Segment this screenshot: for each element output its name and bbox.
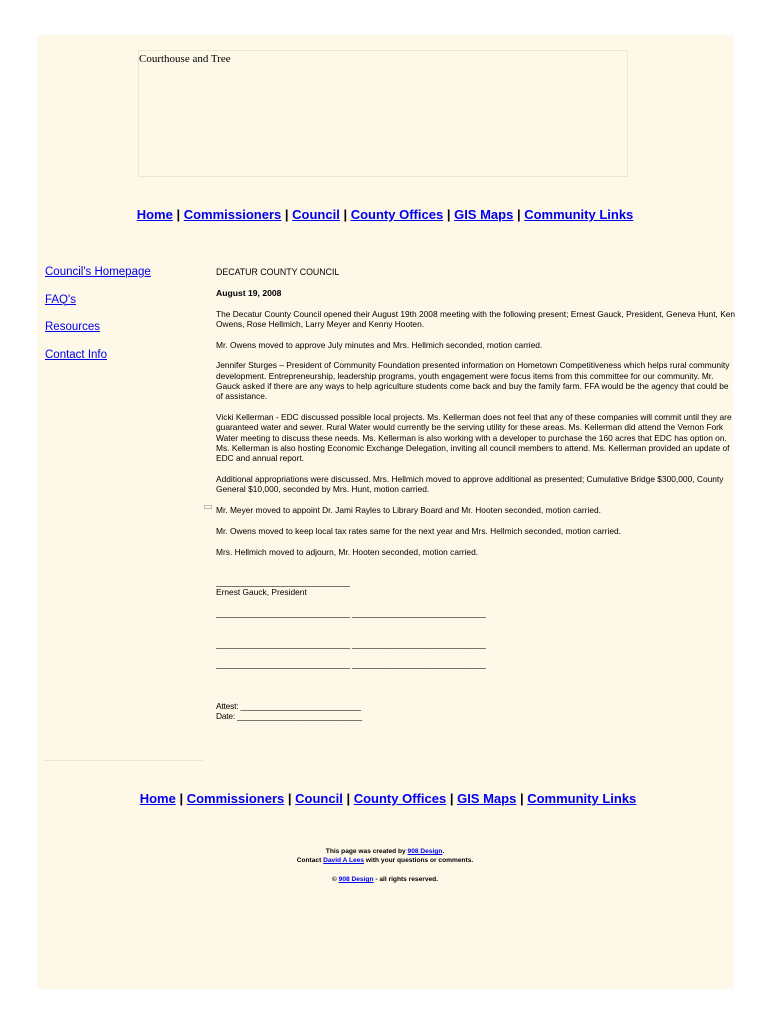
minutes-paragraph: Additional appropriations were discussed. Mrs. Hellmich moved to approve additional as presented; Cumulative Bridge $300,000, County General $10,000, seconded by Mrs. Hunt, motion carried. bbox=[216, 474, 724, 495]
nav-council-link[interactable]: Council bbox=[292, 207, 340, 222]
nav-gis-maps-link[interactable]: GIS Maps bbox=[457, 791, 517, 806]
footer-contact-text: Contact bbox=[296, 857, 322, 865]
sidebar-resources-link[interactable]: Resources bbox=[45, 321, 100, 333]
minutes-paragraph: Mr. Owens moved to approve July minutes and Mrs. Hellmich seconded, motion carried. bbox=[216, 339, 543, 350]
banner-image-placeholder bbox=[138, 50, 628, 177]
footer-908-design-link[interactable]: 908 Design bbox=[407, 848, 443, 855]
sidebar bbox=[45, 266, 205, 376]
content-heading: DECATUR COUNTY COUNCIL bbox=[216, 267, 340, 277]
nav-community-links-link[interactable]: Community Links bbox=[527, 791, 637, 806]
date-label: Date: bbox=[216, 710, 236, 721]
page-background bbox=[37, 35, 736, 989]
minutes-paragraph: Mrs. Hellmich moved to adjourn, Mr. Hooten seconded, motion carried. bbox=[216, 546, 479, 557]
nav-home-link[interactable]: Home bbox=[139, 791, 176, 806]
nav-county-offices-link[interactable]: County Offices bbox=[350, 207, 444, 222]
banner-alt-text: Courthouse and Tree bbox=[139, 53, 231, 65]
member-signature-lines: ______________________________ ______________________________ bbox=[216, 639, 486, 650]
nav-home-link[interactable]: Home bbox=[136, 207, 173, 222]
nav-separator: | bbox=[446, 207, 451, 222]
meeting-date: August 19, 2008 bbox=[216, 287, 282, 298]
minutes-paragraph: Mr. Owens moved to keep local tax rates same for the next year and Mrs. Hellmich seconded, motion carried. bbox=[216, 526, 621, 537]
nav-separator: | bbox=[516, 207, 521, 222]
nav-separator: | bbox=[449, 791, 454, 806]
sidebar-contact-info-link[interactable]: Contact Info bbox=[45, 348, 108, 361]
minutes-paragraph: Vicki Kellerman - EDC discussed possible local projects. Ms. Kellerman does not feel that any of these companies will commit until they are guaranteed water and sewer. Rural Water would currently be the serving utility for these areas. Ms. Kellerman did attend the Vernon Fork Water meeting to discuss these needs. Ms. Kellerman is also working with a developer to purchase the 160 acres that EDC has option on. Ms. Kellerman is also hosting Economic Exchange Delegation, inviting all council members to attend. Ms. Kellerman provided an update of EDC and annual report. bbox=[216, 412, 732, 464]
sidebar-councils-homepage-link[interactable]: Council's Homepage bbox=[45, 266, 151, 278]
nav-separator: | bbox=[176, 207, 181, 222]
broken-image-icon bbox=[204, 505, 212, 509]
nav-community-links-link[interactable]: Community Links bbox=[524, 207, 634, 222]
nav-separator: | bbox=[346, 791, 351, 806]
footer-created-text: This page was created by bbox=[325, 848, 406, 855]
minutes-content bbox=[216, 267, 736, 721]
minutes-paragraph: Mr. Meyer moved to appoint Dr. Jami Rayles to Library Board and Mr. Hooten seconded, motion carried. bbox=[216, 505, 601, 516]
footer-created-by bbox=[37, 847, 733, 856]
nav-separator: | bbox=[287, 791, 292, 806]
nav-separator: | bbox=[343, 207, 348, 222]
date-line: ____________________________ bbox=[237, 710, 362, 721]
footer-contact-link[interactable]: David A Lees bbox=[323, 857, 365, 865]
nav-separator: | bbox=[179, 791, 184, 806]
nav-county-offices-link[interactable]: County Offices bbox=[353, 791, 447, 806]
attest-label: Attest: bbox=[216, 700, 239, 711]
copyright-icon: © bbox=[331, 876, 337, 884]
footer-copyright-link[interactable]: 908 Design bbox=[338, 876, 374, 884]
member-signature-lines: ______________________________ ______________________________ bbox=[216, 607, 486, 618]
minutes-paragraph: Jennifer Sturges – President of Community Foundation presented information on Hometown Competitiveness which helps rural community development. Entrepreneurship, leadership programs, youth engagement were focus items from this committee for our community. Mr. Gauck asked if there are any ways to help agriculture students come back and buy the family farm. FFA would be the agency that could be of assistance. bbox=[216, 360, 730, 402]
minutes-paragraph: The Decatur County Council opened their August 19th 2008 meeting with the following present; Ernest Gauck, President, Geneva Hunt, Ken Owens, Rose Hellmich, Larry Meyer and Kenny Hooten. bbox=[216, 308, 736, 329]
bottom-navigation bbox=[40, 791, 736, 806]
footer-copyright bbox=[37, 875, 733, 884]
nav-separator: | bbox=[519, 791, 524, 806]
top-navigation bbox=[37, 207, 733, 222]
nav-council-link[interactable]: Council bbox=[295, 791, 343, 806]
footer-contact-suffix: with your questions or comments. bbox=[365, 857, 474, 865]
footer bbox=[37, 847, 733, 885]
footer-created-suffix: . bbox=[442, 848, 445, 855]
date-row bbox=[216, 711, 736, 721]
footer-contact bbox=[37, 856, 733, 865]
attest-line: ___________________________ bbox=[240, 700, 361, 711]
president-name: Ernest Gauck, President bbox=[216, 587, 307, 598]
member-signature-lines: ______________________________ ______________________________ bbox=[216, 659, 486, 670]
footer-copyright-suffix: - all rights reserved. bbox=[375, 876, 439, 884]
attest-row bbox=[216, 701, 736, 711]
sidebar-faqs-link[interactable]: FAQ's bbox=[45, 293, 76, 306]
president-signature-line: ______________________________ bbox=[216, 577, 350, 588]
nav-separator: | bbox=[284, 207, 289, 222]
nav-commissioners-link[interactable]: Commissioners bbox=[183, 207, 282, 222]
nav-gis-maps-link[interactable]: GIS Maps bbox=[454, 207, 514, 222]
nav-commissioners-link[interactable]: Commissioners bbox=[186, 791, 285, 806]
sidebar-divider bbox=[43, 760, 203, 761]
